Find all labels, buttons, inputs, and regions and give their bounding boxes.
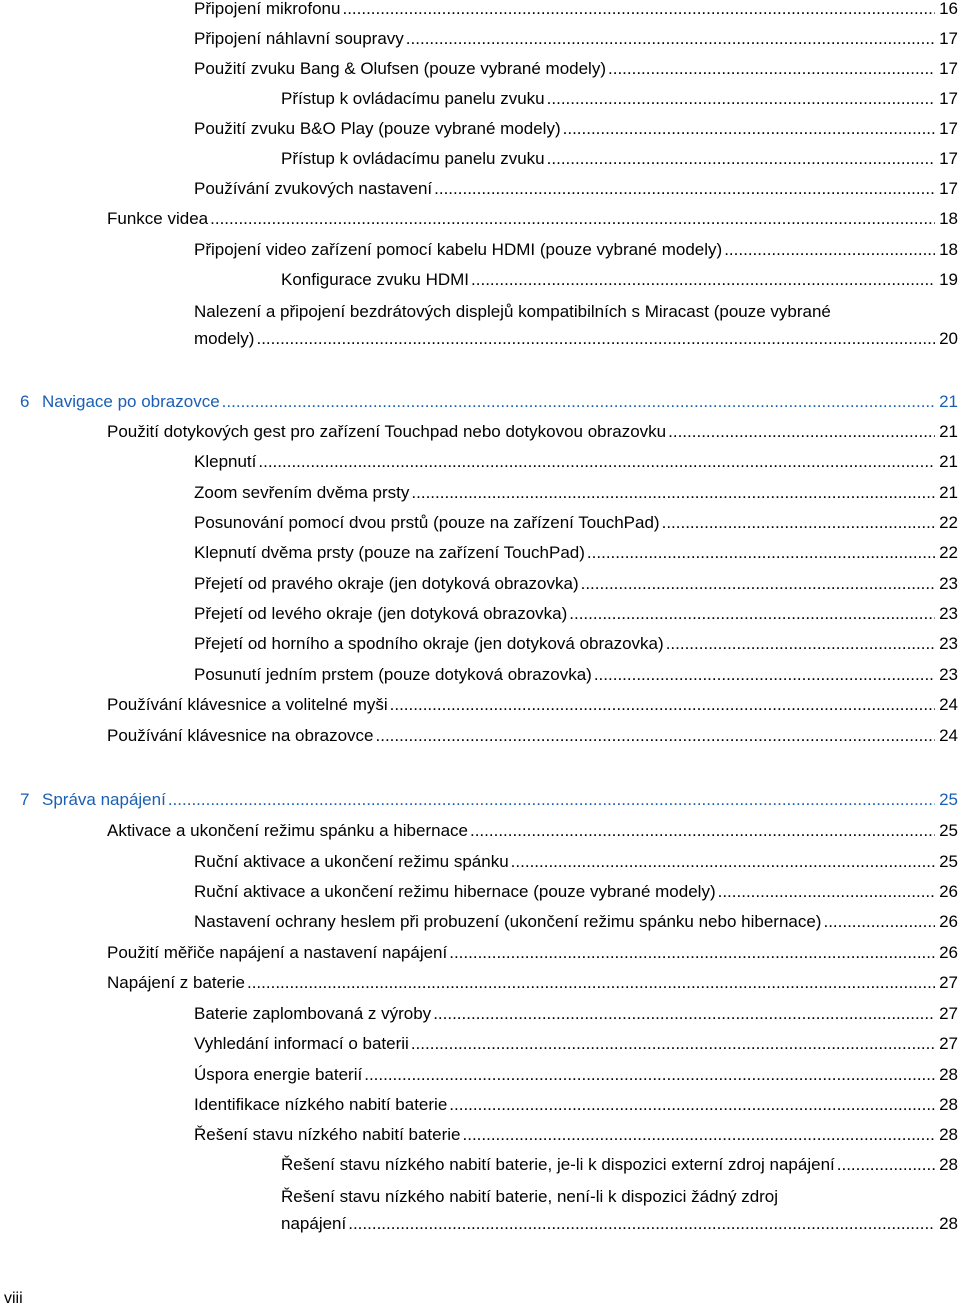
toc-entry[interactable] [194,879,958,905]
toc-entry-title: Klepnutí dvěma prsty (pouze na zařízení TouchPad) [194,543,585,562]
toc-entry-row [194,1001,958,1027]
dot-leader [434,176,935,202]
toc-entry[interactable] [281,86,958,112]
dot-leader [662,510,935,536]
toc-entry[interactable] [107,723,958,749]
toc-entry-row [194,0,958,22]
toc-entry-row [281,267,958,293]
toc-entry[interactable] [194,237,958,263]
toc-entry-row [107,723,958,749]
dot-leader [471,267,935,293]
dot-leader [666,631,935,657]
toc-entry-title: Nalezení a připojení bezdrátových displejů kompatibilních s Miracast (pouze vybrané [194,302,831,321]
chapter-title: Navigace po obrazovce [42,392,220,411]
toc-entry-row [194,116,958,142]
toc-entry-row [281,86,958,112]
dot-leader [376,723,936,749]
toc-entry[interactable] [107,818,958,844]
toc-page-number: 17 [939,149,958,168]
dot-leader [547,146,935,172]
toc-page-number: 16 [939,0,958,18]
toc-entry-row [194,449,958,475]
dot-leader [433,1001,935,1027]
dot-leader [668,419,935,445]
toc-page-number: 23 [939,665,958,684]
toc-entry-title: Vyhledání informací o baterii [194,1034,409,1053]
toc-page-number: 21 [939,422,958,441]
toc-entry[interactable] [194,0,958,22]
toc-entry[interactable] [194,1122,958,1148]
dot-leader [449,1092,935,1118]
toc-entry-row [194,1092,958,1118]
toc-entry[interactable] [194,571,958,597]
toc-entry-title: Přístup k ovládacímu panelu zvuku [281,149,545,168]
toc-entry-row [281,146,958,172]
toc-entry[interactable] [281,267,958,293]
toc-entry-row [194,326,958,352]
dot-leader [411,1031,935,1057]
toc-page-number: 22 [939,513,958,532]
toc-entry-title [20,389,222,415]
toc-entry-row [107,419,958,445]
toc-page-number: 23 [939,574,958,593]
toc-entry[interactable] [194,540,958,566]
toc-page-number: 28 [939,1155,958,1174]
toc-entry[interactable] [194,1001,958,1027]
toc-page-number: 23 [939,604,958,623]
toc-entry-title: Funkce videa [107,209,209,228]
toc-entry-title: Používání klávesnice a volitelné myši [107,695,388,714]
dot-leader [547,86,935,112]
dot-leader [724,237,935,263]
toc-page-number: 28 [939,1095,958,1114]
toc-entry-row [194,631,958,657]
toc-page-number: 27 [939,1004,958,1023]
toc-entry-row [281,1211,958,1237]
toc-page-number: 17 [939,89,958,108]
toc-entry-row [20,787,958,813]
toc-page-number: 25 [939,821,958,840]
toc-entry-row [194,480,958,506]
toc-entry-row [194,662,958,688]
toc-entry-title: Použití zvuku Bang & Olufsen (pouze vybrané modely) [194,59,606,78]
chapter-number: 6 [20,392,30,411]
toc-entry[interactable] [194,176,958,202]
dot-leader [256,326,935,352]
toc-entry[interactable] [194,1062,958,1088]
toc-entry-row [194,510,958,536]
toc-entry-title: Připojení mikrofonu [194,0,341,18]
toc-entry-title: Použití měřiče napájení a nastavení napájení [107,943,448,962]
toc-page-number: 19 [939,270,958,289]
toc-entry-row [194,237,958,263]
dot-leader [823,909,935,935]
dot-leader [342,0,935,22]
toc-entry[interactable] [107,419,958,445]
toc-page-number: 26 [939,912,958,931]
dot-leader [718,879,935,905]
toc-entry-row [194,176,958,202]
dot-leader [348,1211,935,1237]
toc-entry-row [194,879,958,905]
dot-leader [364,1062,935,1088]
dot-leader [247,970,935,996]
toc-entry[interactable] [194,510,958,536]
toc-entry-title: Použití dotykových gest pro zařízení Touchpad nebo dotykovou obrazovku [107,422,667,441]
toc-page-number: 28 [939,1214,958,1233]
dot-leader [511,849,935,875]
toc-entry[interactable] [194,26,958,52]
toc-entry-title: Používání klávesnice na obrazovce [107,726,374,745]
toc-page-number: 20 [939,329,958,348]
toc-page-number: 21 [939,452,958,471]
toc-chapter[interactable] [20,787,958,813]
toc-entry-row [107,692,958,718]
dot-leader [168,787,935,813]
toc-entry-row [107,970,958,996]
toc-entry[interactable] [281,146,958,172]
toc-page-number: 17 [939,119,958,138]
toc-entry[interactable] [194,631,958,657]
toc-page-number: 27 [939,1034,958,1053]
toc-entry[interactable] [281,1183,958,1237]
toc-entry-title: Připojení náhlavní soupravy [194,29,404,48]
toc-entry-row [194,571,958,597]
toc-entry-title: Konfigurace zvuku HDMI [281,270,470,289]
toc-page-number: 21 [939,483,958,502]
toc-page-number: 23 [939,634,958,653]
chapter-number: 7 [20,790,30,809]
toc-entry-title: Přejetí od levého okraje (jen dotyková obrazovka) [194,604,568,623]
toc-entry-row [194,601,958,627]
dot-leader [406,26,935,52]
toc-entry-title: Ruční aktivace a ukončení režimu spánku [194,852,509,871]
toc-entry-title: Klepnutí [194,452,257,471]
toc-page-number: 28 [939,1065,958,1084]
dot-leader [463,1122,936,1148]
toc-entry[interactable] [194,449,958,475]
dot-leader [594,662,935,688]
dot-leader [608,56,935,82]
dot-leader [837,1152,935,1178]
toc-entry-title: Napájení z baterie [107,973,245,992]
toc-entry[interactable] [107,940,958,966]
toc-entry[interactable] [194,480,958,506]
toc-entry-title: Používání zvukových nastavení [194,179,433,198]
toc-page-number: 17 [939,29,958,48]
dot-leader [581,571,935,597]
toc-page-number: 24 [939,695,958,714]
page-number: viii [4,1290,23,1307]
dot-leader [222,389,935,415]
toc-entry-row [194,1062,958,1088]
dot-leader [569,601,935,627]
toc-entry-title: Nastavení ochrany heslem při probuzení (ukončení režimu spánku nebo hibernace) [194,912,822,931]
toc-entry[interactable] [107,692,958,718]
toc-chapter[interactable] [20,389,958,415]
toc-entry-row [194,540,958,566]
toc-entry[interactable] [194,662,958,688]
toc-entry[interactable] [194,1092,958,1118]
toc-entry-row [107,818,958,844]
dot-leader [587,540,935,566]
toc-entry-title: Identifikace nízkého nabití baterie [194,1095,448,1114]
toc-entry-title: Přístup k ovládacímu panelu zvuku [281,89,545,108]
toc-page-number: 18 [939,209,958,228]
toc-page-number: 17 [939,179,958,198]
toc-page-number: 27 [939,973,958,992]
toc-entry-title: Úspora energie baterií [194,1065,363,1084]
toc-entry-row [194,849,958,875]
toc-entry-row [107,206,958,232]
toc-page-number: 26 [939,882,958,901]
chapter-title: Správa napájení [42,790,166,809]
toc-entry-row [194,1122,958,1148]
toc-entry[interactable] [107,206,958,232]
toc-page-number: 22 [939,543,958,562]
dot-leader [411,480,935,506]
toc-entry[interactable] [281,1152,958,1178]
toc-entry-row [20,389,958,415]
dot-leader [470,818,935,844]
toc-entry-title: Použití zvuku B&O Play (pouze vybrané modely) [194,119,561,138]
toc-entry-title: Baterie zaplombovaná z výroby [194,1004,432,1023]
dot-leader [390,692,935,718]
toc-entry-title: Ruční aktivace a ukončení režimu hibernace (pouze vybrané modely) [194,882,716,901]
toc-entry-row [281,1152,958,1178]
dot-leader [258,449,935,475]
toc-entry-title: Aktivace a ukončení režimu spánku a hibernace [107,821,468,840]
toc-page-number: 21 [939,392,958,411]
toc-page-number: 26 [939,943,958,962]
toc-entry-title: Přejetí od horního a spodního okraje (jen dotyková obrazovka) [194,634,664,653]
toc-entry[interactable] [194,601,958,627]
toc-page-number: 28 [939,1125,958,1144]
toc-page-number: 17 [939,59,958,78]
toc-entry-title: Řešení stavu nízkého nabití baterie [194,1125,461,1144]
toc-entry-title-continuation: modely) [194,329,255,348]
toc-entry-row [194,56,958,82]
toc-entry[interactable] [194,298,958,352]
toc-entry[interactable] [107,970,958,996]
toc-page-number: 24 [939,726,958,745]
toc-page-number: 25 [939,790,958,809]
toc-entry[interactable] [194,1031,958,1057]
toc-entry-title [20,787,168,813]
toc-entry[interactable] [194,116,958,142]
toc-entry[interactable] [194,56,958,82]
toc-entry-title: Připojení video zařízení pomocí kabelu HDMI (pouze vybrané modely) [194,240,723,259]
toc-entry-title: Posunování pomocí dvou prstů (pouze na zařízení TouchPad) [194,513,660,532]
dot-leader [210,206,935,232]
toc-entry-title: Zoom sevřením dvěma prsty [194,483,410,502]
toc-entry-title: Řešení stavu nízkého nabití baterie, není-li k dispozici žádný zdroj [281,1187,779,1206]
toc-entry[interactable] [194,849,958,875]
toc-entry-row [107,940,958,966]
toc-entry[interactable] [194,909,958,935]
toc-entry-title: Posunutí jedním prstem (pouze dotyková obrazovka) [194,665,592,684]
toc-entry-row [194,1031,958,1057]
toc-page-number: 18 [939,240,958,259]
toc-entry-title-continuation: napájení [281,1214,347,1233]
toc-entry-title: Přejetí od pravého okraje (jen dotyková obrazovka) [194,574,579,593]
toc-entry-row [194,909,958,935]
toc-entry-title: Řešení stavu nízkého nabití baterie, je-li k dispozici externí zdroj napájení [281,1155,835,1174]
toc-entry-row [194,26,958,52]
dot-leader [449,940,935,966]
dot-leader [563,116,935,142]
toc-page-number: 25 [939,852,958,871]
